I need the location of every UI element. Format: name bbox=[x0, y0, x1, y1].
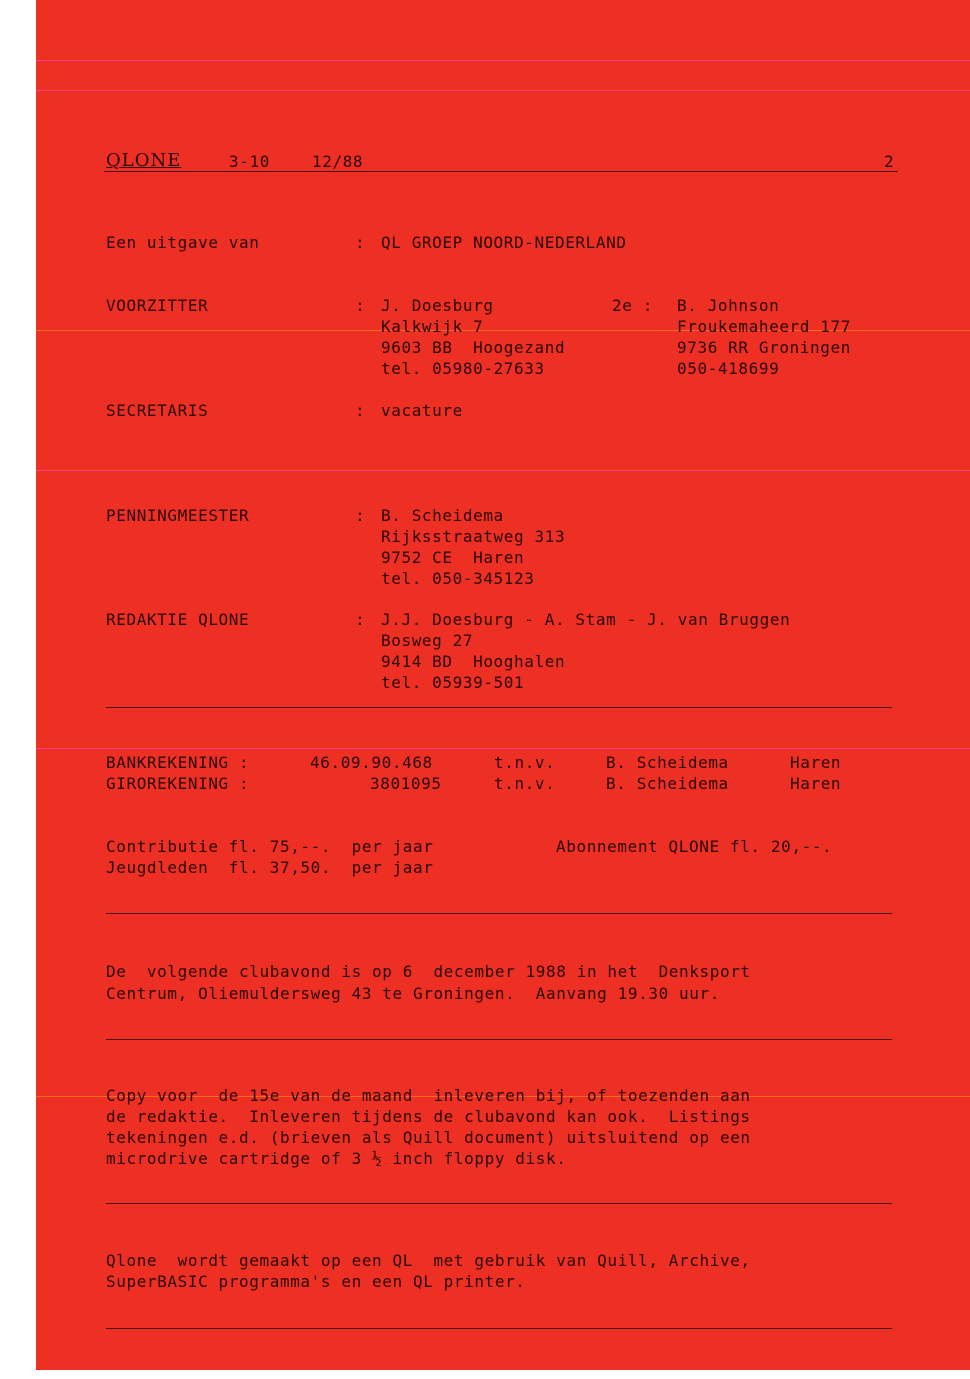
address-line: tel. 05939-501 bbox=[381, 673, 525, 692]
account-tnv: t.n.v. bbox=[494, 774, 556, 793]
second-chairman-label: 2e : bbox=[612, 296, 653, 315]
account-number: 46.09.90.468 bbox=[310, 753, 433, 772]
paragraph-line: Copy voor de 15e van de maand inleveren bij, of toezenden aan bbox=[106, 1086, 751, 1105]
account-place: Haren bbox=[790, 753, 842, 772]
section-divider bbox=[106, 1328, 892, 1329]
address-line: Kalkwijk 7 bbox=[381, 317, 484, 336]
address-line: Rijksstraatweg 313 bbox=[381, 527, 566, 546]
secretary-value: vacature bbox=[381, 401, 463, 420]
address-line: J. Doesburg bbox=[381, 296, 494, 315]
publisher-label: Een uitgave van bbox=[106, 233, 260, 252]
page-number: 2 bbox=[884, 152, 895, 171]
colon: : bbox=[355, 610, 366, 629]
account-tnv: t.n.v. bbox=[494, 753, 556, 772]
chairman-label: VOORZITTER bbox=[106, 296, 209, 315]
address-line: J.J. Doesburg - A. Stam - J. van Bruggen bbox=[381, 610, 791, 629]
issue-date: 12/88 bbox=[312, 152, 364, 171]
paragraph-line: de redaktie. Inleveren tijdens de clubavond kan ook. Listings bbox=[106, 1107, 751, 1126]
address-line: Froukemaheerd 177 bbox=[677, 317, 851, 336]
treasurer-label: PENNINGMEESTER bbox=[106, 506, 250, 525]
paragraph-line: Qlone wordt gemaakt op een QL met gebruik van Quill, Archive, bbox=[106, 1251, 751, 1270]
paragraph-line: SuperBASIC programma's en een QL printer. bbox=[106, 1272, 526, 1291]
publisher-name: QL GROEP NOORD-NEDERLAND bbox=[381, 233, 627, 252]
scan-line bbox=[36, 60, 970, 61]
colon: : bbox=[355, 296, 366, 315]
colon: : bbox=[355, 506, 366, 525]
account-label: BANKREKENING : bbox=[106, 753, 250, 772]
address-line: 9752 CE Haren bbox=[381, 548, 525, 567]
fee-line: Contributie fl. 75,--. per jaar bbox=[106, 837, 434, 856]
address-line: 9736 RR Groningen bbox=[677, 338, 851, 357]
colon: : bbox=[355, 233, 366, 252]
scan-line bbox=[36, 90, 970, 91]
section-divider bbox=[106, 1039, 892, 1040]
account-holder: B. Scheidema bbox=[606, 774, 729, 793]
header-rule bbox=[104, 171, 898, 172]
account-label: GIROREKENING : bbox=[106, 774, 250, 793]
account-place: Haren bbox=[790, 774, 842, 793]
newsletter-title: QLONE bbox=[106, 150, 182, 171]
paragraph-line: Centrum, Oliemuldersweg 43 te Groningen. Aanvang 19.30 uur. bbox=[106, 984, 720, 1003]
address-line: tel. 05980-27633 bbox=[381, 359, 545, 378]
paragraph-line: tekeningen e.d. (brieven als Quill document) uitsluitend op een bbox=[106, 1128, 751, 1147]
editorial-label: REDAKTIE QLONE bbox=[106, 610, 250, 629]
section-divider bbox=[106, 707, 892, 708]
address-line: 9603 BB Hoogezand bbox=[381, 338, 566, 357]
subscription-fee: Abonnement QLONE fl. 20,--. bbox=[556, 837, 833, 856]
colon: : bbox=[355, 401, 366, 420]
address-line: 9414 BD Hooghalen bbox=[381, 652, 566, 671]
secretary-label: SECRETARIS bbox=[106, 401, 209, 420]
section-divider bbox=[106, 1203, 892, 1204]
scan-line bbox=[36, 470, 970, 471]
section-divider bbox=[106, 913, 892, 914]
address-line: Bosweg 27 bbox=[381, 631, 474, 650]
fee-line: Jeugdleden fl. 37,50. per jaar bbox=[106, 858, 434, 877]
account-number: 3801095 bbox=[370, 774, 442, 793]
address-line: tel. 050-345123 bbox=[381, 569, 535, 588]
address-line: B. Scheidema bbox=[381, 506, 504, 525]
address-line: B. Johnson bbox=[677, 296, 780, 315]
account-holder: B. Scheidema bbox=[606, 753, 729, 772]
paragraph-line: microdrive cartridge of 3 ½ inch floppy disk. bbox=[106, 1149, 567, 1168]
issue-number: 3-10 bbox=[229, 152, 270, 171]
scan-line bbox=[36, 748, 970, 749]
address-line: 050-418699 bbox=[677, 359, 780, 378]
paragraph-line: De volgende clubavond is op 6 december 1988 in het Denksport bbox=[106, 962, 751, 981]
